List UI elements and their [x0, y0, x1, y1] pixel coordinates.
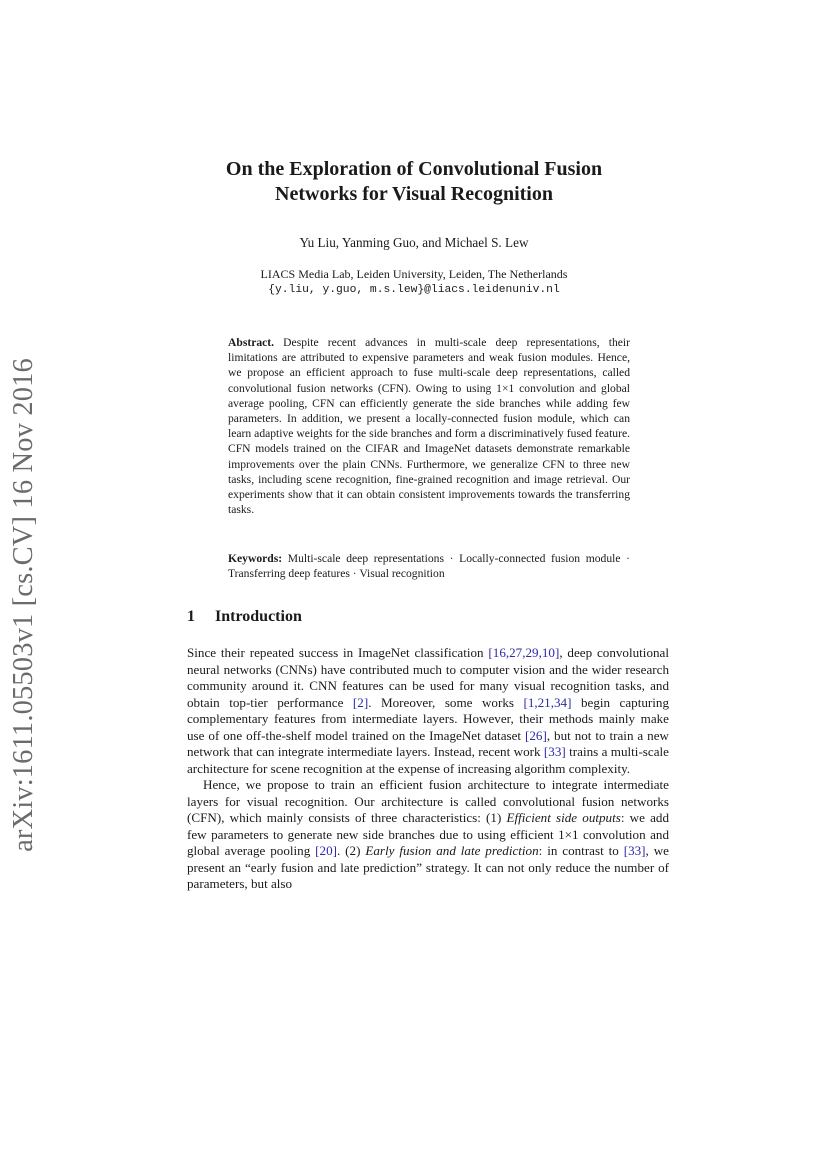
author-list: Yu Liu, Yanming Guo, and Michael S. Lew [299, 235, 529, 250]
section-title: Introduction [215, 608, 302, 625]
intro-paragraph-2 [187, 777, 669, 893]
abstract-text: Despite recent advances in multi-scale deep representations, their limitations are attributed to expensive parameters and weak fusion modules. Hence, we propose an efficient approach to fuse multi-scale deep representations, called convolutional fusion networks (CFN). Owing to using 1×1 convolution and global average pooling, CFN can efficiently generate the side branches while adding few parameters. In addition, we present a locally-connected fusion module, which can learn adaptive weights for the side branches and form a discriminatively fused feature. CFN models trained on the CIFAR and ImageNet datasets demonstrate remarkable improvements over the plain CNNs. Furthermore, we generalize CFN to three new tasks, including scene recognition, fine-grained recognition and image retrieval. Our experiments show that it can obtain consistent improvements towards the transferring tasks. [228, 336, 630, 517]
text-run: : in contrast to [538, 843, 624, 858]
keywords-label: Keywords: [228, 552, 283, 565]
section-heading [187, 608, 302, 626]
citation-link[interactable]: [2] [352, 694, 369, 710]
text-run: , deep convolutional neural networks (CNNs) have contributed much to computer vision and the wider research community around it. CNN features can be used for many visual recognition tasks, and obtain top-tier performance [187, 645, 669, 710]
keywords-text: Multi-scale deep representations · Locally-connected fusion module · Transferring deep features · Visual recognition [228, 552, 630, 581]
introduction-body [187, 645, 669, 893]
title-line-1: On the Exploration of Convolutional Fusion [225, 158, 603, 180]
text-run: Since their repeated success in ImageNet classification [187, 645, 489, 660]
text-run: : we add few parameters to generate new side branches due to using efficient 1×1 convolution and global average pooling [187, 810, 669, 858]
title-line-2: Networks for Visual Recognition [275, 183, 553, 205]
abstract-label: Abstract. [228, 336, 275, 349]
section-number: 1 [187, 608, 195, 625]
emphasis: Early fusion and late prediction [365, 843, 539, 858]
citation-link[interactable]: [16,27,29,10] [488, 645, 560, 660]
affiliation: LIACS Media Lab, Leiden University, Leiden, The Netherlands [260, 267, 568, 281]
emphasis: Efficient side outputs [506, 810, 621, 825]
abstract [228, 335, 630, 517]
arxiv-identifier: arXiv:1611.05503v1 [cs.CV] 16 Nov 2016 [8, 358, 40, 852]
text-run: begin capturing complementary features from intermediate layers. However, their methods mainly make use of one off-the-shelf model trained on the ImageNet dataset [187, 694, 669, 743]
paper-title [150, 157, 678, 207]
text-run: . (2) [336, 843, 366, 858]
text-run: , we present an “early fusion and late prediction” strategy. It can not only reduce the number of parameters, but also [187, 843, 669, 891]
citation-link[interactable]: [20] [315, 843, 337, 858]
affiliation-block [150, 266, 678, 298]
text-run: , but not to train a new network that can integrate intermediate layers. Instead, recent work [187, 727, 669, 759]
citation-link[interactable]: [1,21,34] [523, 694, 572, 710]
text-run: trains a multi-scale architecture for scene recognition at the expense of increasing algorithm complexity. [187, 744, 669, 776]
text-run: Hence, we propose to train an efficient fusion architecture to integrate intermediate layers for visual recognition. Our architecture is called convolutional fusion networks (CFN), which mainly consists of three characteristics: (1) [187, 777, 669, 825]
author-emails: {y.liu, y.guo, m.s.lew}@liacs.leidenuniv.nl [268, 284, 560, 296]
citation-link[interactable]: [26] [525, 727, 547, 743]
citation-link[interactable]: [33] [623, 843, 646, 858]
intro-paragraph-1 [187, 645, 669, 777]
citation-link[interactable]: [33] [543, 744, 566, 759]
text-run: . Moreover, some works [368, 694, 524, 710]
keywords [228, 551, 630, 581]
arxiv-sidebar [2, 358, 46, 852]
